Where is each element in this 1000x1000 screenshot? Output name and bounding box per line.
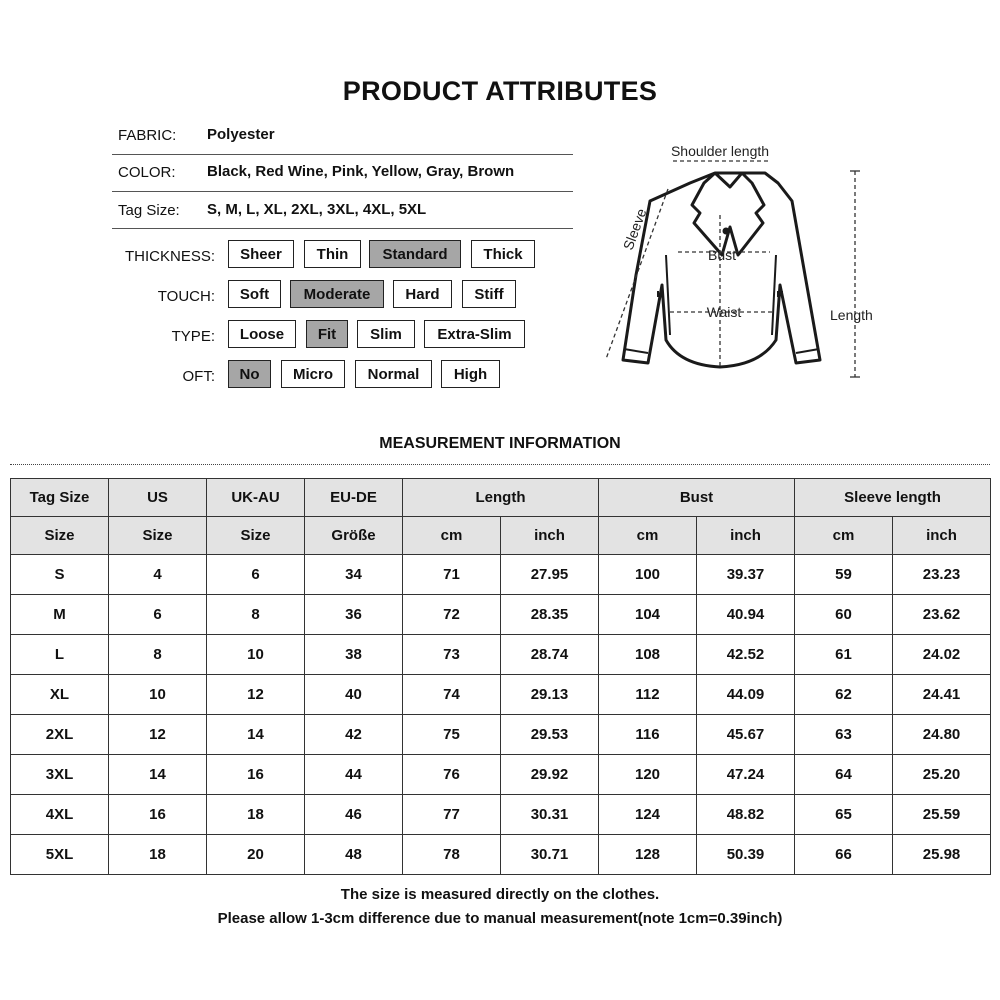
table-cell: 14 [109,755,207,795]
fabric-label: FABRIC: [118,127,177,144]
table-cell: 14 [207,715,305,755]
table-body [11,555,991,875]
table-cell: 8 [207,595,305,635]
subheader-cell: Size [11,517,109,555]
measurement-title: MEASUREMENT INFORMATION [379,435,621,452]
table-cell: 40.94 [697,595,795,635]
table-cell: 74 [403,675,501,715]
table-cell: 16 [207,755,305,795]
table-cell: 4 [109,555,207,595]
table-cell: 27.95 [501,555,599,595]
table-cell: 61 [795,635,893,675]
table-cell: 29.13 [501,675,599,715]
table-cell: 6 [207,555,305,595]
table-cell: 116 [599,715,697,755]
touch-option-soft: Soft [228,280,281,308]
table-cell: 12 [109,715,207,755]
table-cell: 24.41 [893,675,991,715]
table-cell: 48.82 [697,795,795,835]
table-cell: 42.52 [697,635,795,675]
touch-option-hard: Hard [393,280,452,308]
header-cell: UK-AU [207,479,305,517]
table-cell: 104 [599,595,697,635]
note-line-2: Please allow 1-3cm difference due to manual measurement(note 1cm=0.39inch) [217,910,783,927]
table-row [11,795,991,835]
header-cell: Sleeve length [795,479,991,517]
tag-size-label: Tag Size: [118,202,180,219]
table-cell: 28.35 [501,595,599,635]
oft-option-normal: Normal [355,360,432,388]
subheader-cell: inch [697,517,795,555]
type-option-fit: Fit [306,320,348,348]
table-cell: 8 [109,635,207,675]
table-cell: 18 [207,795,305,835]
type-option-loose: Loose [228,320,296,348]
table-cell: 128 [599,835,697,875]
subheader-cell: inch [501,517,599,555]
table-cell: 30.71 [501,835,599,875]
table-cell: 25.20 [893,755,991,795]
divider [112,154,573,155]
oft-option-high: High [441,360,500,388]
dotted-divider [10,464,990,465]
table-cell: 77 [403,795,501,835]
subheader-cell: cm [403,517,501,555]
thickness-label: THICKNESS: [124,248,215,265]
subheader-cell: inch [893,517,991,555]
table-cell: 12 [207,675,305,715]
header-cell: US [109,479,207,517]
header-cell: Bust [599,479,795,517]
table-cell: 44 [305,755,403,795]
touch-option-stiff: Stiff [462,280,516,308]
header-cell: Tag Size [11,479,109,517]
table-cell: 25.59 [893,795,991,835]
table-row [11,715,991,755]
type-option-slim: Slim [357,320,415,348]
table-cell: 66 [795,835,893,875]
subheader-cell: cm [599,517,697,555]
oft-option-micro: Micro [281,360,345,388]
table-cell: 6 [109,595,207,635]
table-row [11,755,991,795]
table-cell: 46 [305,795,403,835]
divider [112,191,573,192]
table-cell: 40 [305,675,403,715]
table-cell: 20 [207,835,305,875]
table-cell: 75 [403,715,501,755]
thickness-option-thin: Thin [304,240,361,268]
table-cell: 23.23 [893,555,991,595]
sleeve-label: Sleeve [619,206,650,253]
table-cell: 38 [305,635,403,675]
table-row [11,835,991,875]
table-cell: 30.31 [501,795,599,835]
table-cell: 73 [403,635,501,675]
table-cell: M [11,595,109,635]
subheader-cell: cm [795,517,893,555]
table-cell: 39.37 [697,555,795,595]
table-header-row [11,479,991,517]
note-line-1: The size is measured directly on the clothes. [340,886,660,903]
table-cell: 42 [305,715,403,755]
table-cell: 100 [599,555,697,595]
tag-size-value: S, M, L, XL, 2XL, 3XL, 4XL, 5XL [207,201,427,218]
table-row [11,555,991,595]
table-cell: 60 [795,595,893,635]
table-cell: 59 [795,555,893,595]
table-cell: 76 [403,755,501,795]
table-cell: 29.53 [501,715,599,755]
table-cell: 24.80 [893,715,991,755]
table-cell: 23.62 [893,595,991,635]
garment-diagram [600,135,900,395]
table-cell: 24.02 [893,635,991,675]
table-cell: 36 [305,595,403,635]
type-option-extra-slim: Extra-Slim [424,320,525,348]
touch-option-moderate: Moderate [290,280,384,308]
table-cell: 4XL [11,795,109,835]
table-cell: 44.09 [697,675,795,715]
subheader-cell: Größe [305,517,403,555]
table-cell: XL [11,675,109,715]
table-row [11,635,991,675]
table-cell: 78 [403,835,501,875]
table-row [11,675,991,715]
table-cell: 108 [599,635,697,675]
table-cell: 112 [599,675,697,715]
jacket-outline-icon [623,173,820,367]
table-cell: 34 [305,555,403,595]
table-cell: 64 [795,755,893,795]
oft-label: OFT: [182,368,215,385]
page-title: PRODUCT ATTRIBUTES [342,76,658,106]
thickness-option-thick: Thick [471,240,535,268]
table-cell: 120 [599,755,697,795]
table-cell: 25.98 [893,835,991,875]
table-row [11,595,991,635]
table-cell: 71 [403,555,501,595]
size-table [10,478,991,875]
table-cell: 2XL [11,715,109,755]
table-cell: 45.67 [697,715,795,755]
table-cell: S [11,555,109,595]
table-cell: 18 [109,835,207,875]
fabric-value: Polyester [207,126,275,143]
table-cell: 72 [403,595,501,635]
oft-option-no: No [228,360,271,388]
table-cell: L [11,635,109,675]
header-cell: Length [403,479,599,517]
shoulder-length-label: Shoulder length [670,143,770,159]
table-cell: 28.74 [501,635,599,675]
length-label: Length [830,307,873,323]
color-label: COLOR: [118,164,176,181]
thickness-option-sheer: Sheer [228,240,294,268]
bust-label: Bust [707,247,737,263]
table-cell: 29.92 [501,755,599,795]
table-cell: 16 [109,795,207,835]
color-value: Black, Red Wine, Pink, Yellow, Gray, Brown [207,163,515,180]
table-cell: 48 [305,835,403,875]
table-cell: 124 [599,795,697,835]
table-cell: 5XL [11,835,109,875]
table-cell: 3XL [11,755,109,795]
subheader-cell: Size [109,517,207,555]
table-cell: 10 [207,635,305,675]
divider [112,228,573,229]
table-cell: 62 [795,675,893,715]
header-cell: EU-DE [305,479,403,517]
table-cell: 63 [795,715,893,755]
table-cell: 65 [795,795,893,835]
table-cell: 10 [109,675,207,715]
table-subheader-row [11,517,991,555]
subheader-cell: Size [207,517,305,555]
waist-label: Waist [706,304,742,320]
thickness-option-standard: Standard [369,240,461,268]
touch-label: TOUCH: [157,288,215,305]
table-cell: 50.39 [697,835,795,875]
table-cell: 47.24 [697,755,795,795]
type-label: TYPE: [171,328,215,345]
